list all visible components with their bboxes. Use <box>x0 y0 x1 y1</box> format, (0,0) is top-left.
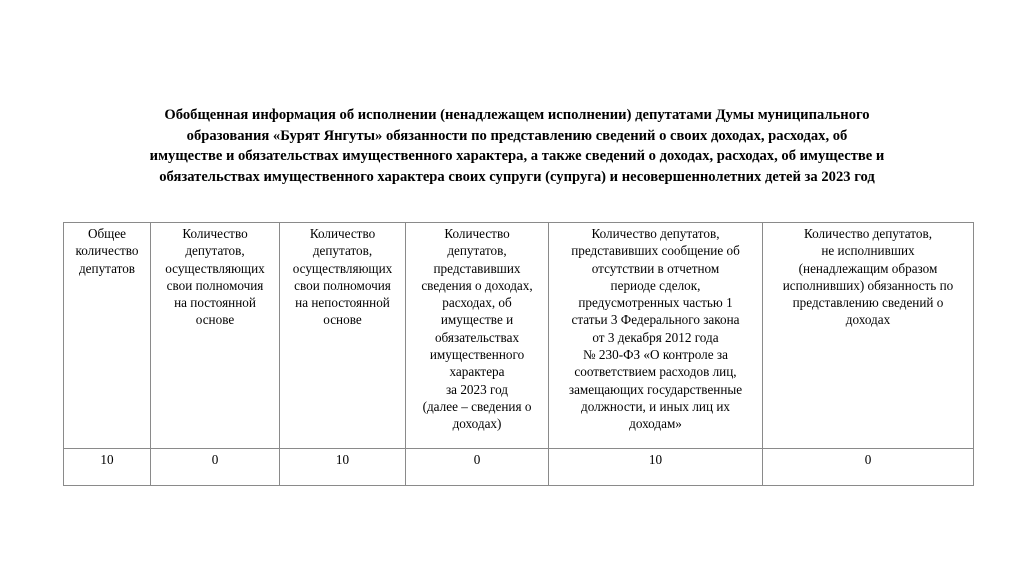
title-line: имуществе и обязательствах имущественного характера, а также сведений о доходах, расходах, об имуществе и <box>149 148 885 164</box>
cell-non-permanent: 10 <box>280 449 406 486</box>
cell-submitted-income: 0 <box>406 449 549 486</box>
cell-permanent: 0 <box>151 449 280 486</box>
title-line: Обобщенная информация об исполнении (ненадлежащем исполнении) депутатами Думы муниципального <box>164 107 870 123</box>
cell-total: 10 <box>64 449 151 486</box>
column-header-submitted-income: Количество депутатов, представивших сведения о доходах, расходах, об имуществе и обязательствах имущественного характера за 2023 год (далее – сведения о доходах) <box>406 223 549 449</box>
title-line: образования «Бурят Янгуты» обязанности по представлению сведений о своих доходах, расходах, об <box>186 127 848 144</box>
deputies-income-report-table <box>63 222 974 486</box>
column-header-permanent: Количество депутатов, осуществляющих свои полномочия на постоянной основе <box>151 223 280 449</box>
table-header-row <box>64 223 974 449</box>
cell-not-fulfilled: 0 <box>763 449 974 486</box>
column-header-total: Общее количество депутатов <box>64 223 151 449</box>
cell-submitted-no-deals: 10 <box>549 449 763 486</box>
table-row <box>64 449 974 486</box>
column-header-submitted-no-deals: Количество депутатов, представивших сообщение об отсутствии в отчетном периоде сделок, предусмотренных частью 1 статьи 3 Федерального закона от 3 декабря 2012 года № 230-ФЗ «О контроле за соответствием расходов лиц, замещающих государственные должности, и иных лиц их доходам» <box>549 223 763 449</box>
column-header-not-fulfilled: Количество депутатов, не исполнивших (ненадлежащим образом исполнивших) обязанность по представлению сведений о доходах <box>763 223 974 449</box>
column-header-non-permanent: Количество депутатов, осуществляющих свои полномочия на непостоянной основе <box>280 223 406 449</box>
document-title <box>60 105 974 187</box>
title-line: обязательствах имущественного характера своих супруги (супруга) и несовершеннолетних детей за 2023 год <box>159 168 875 185</box>
